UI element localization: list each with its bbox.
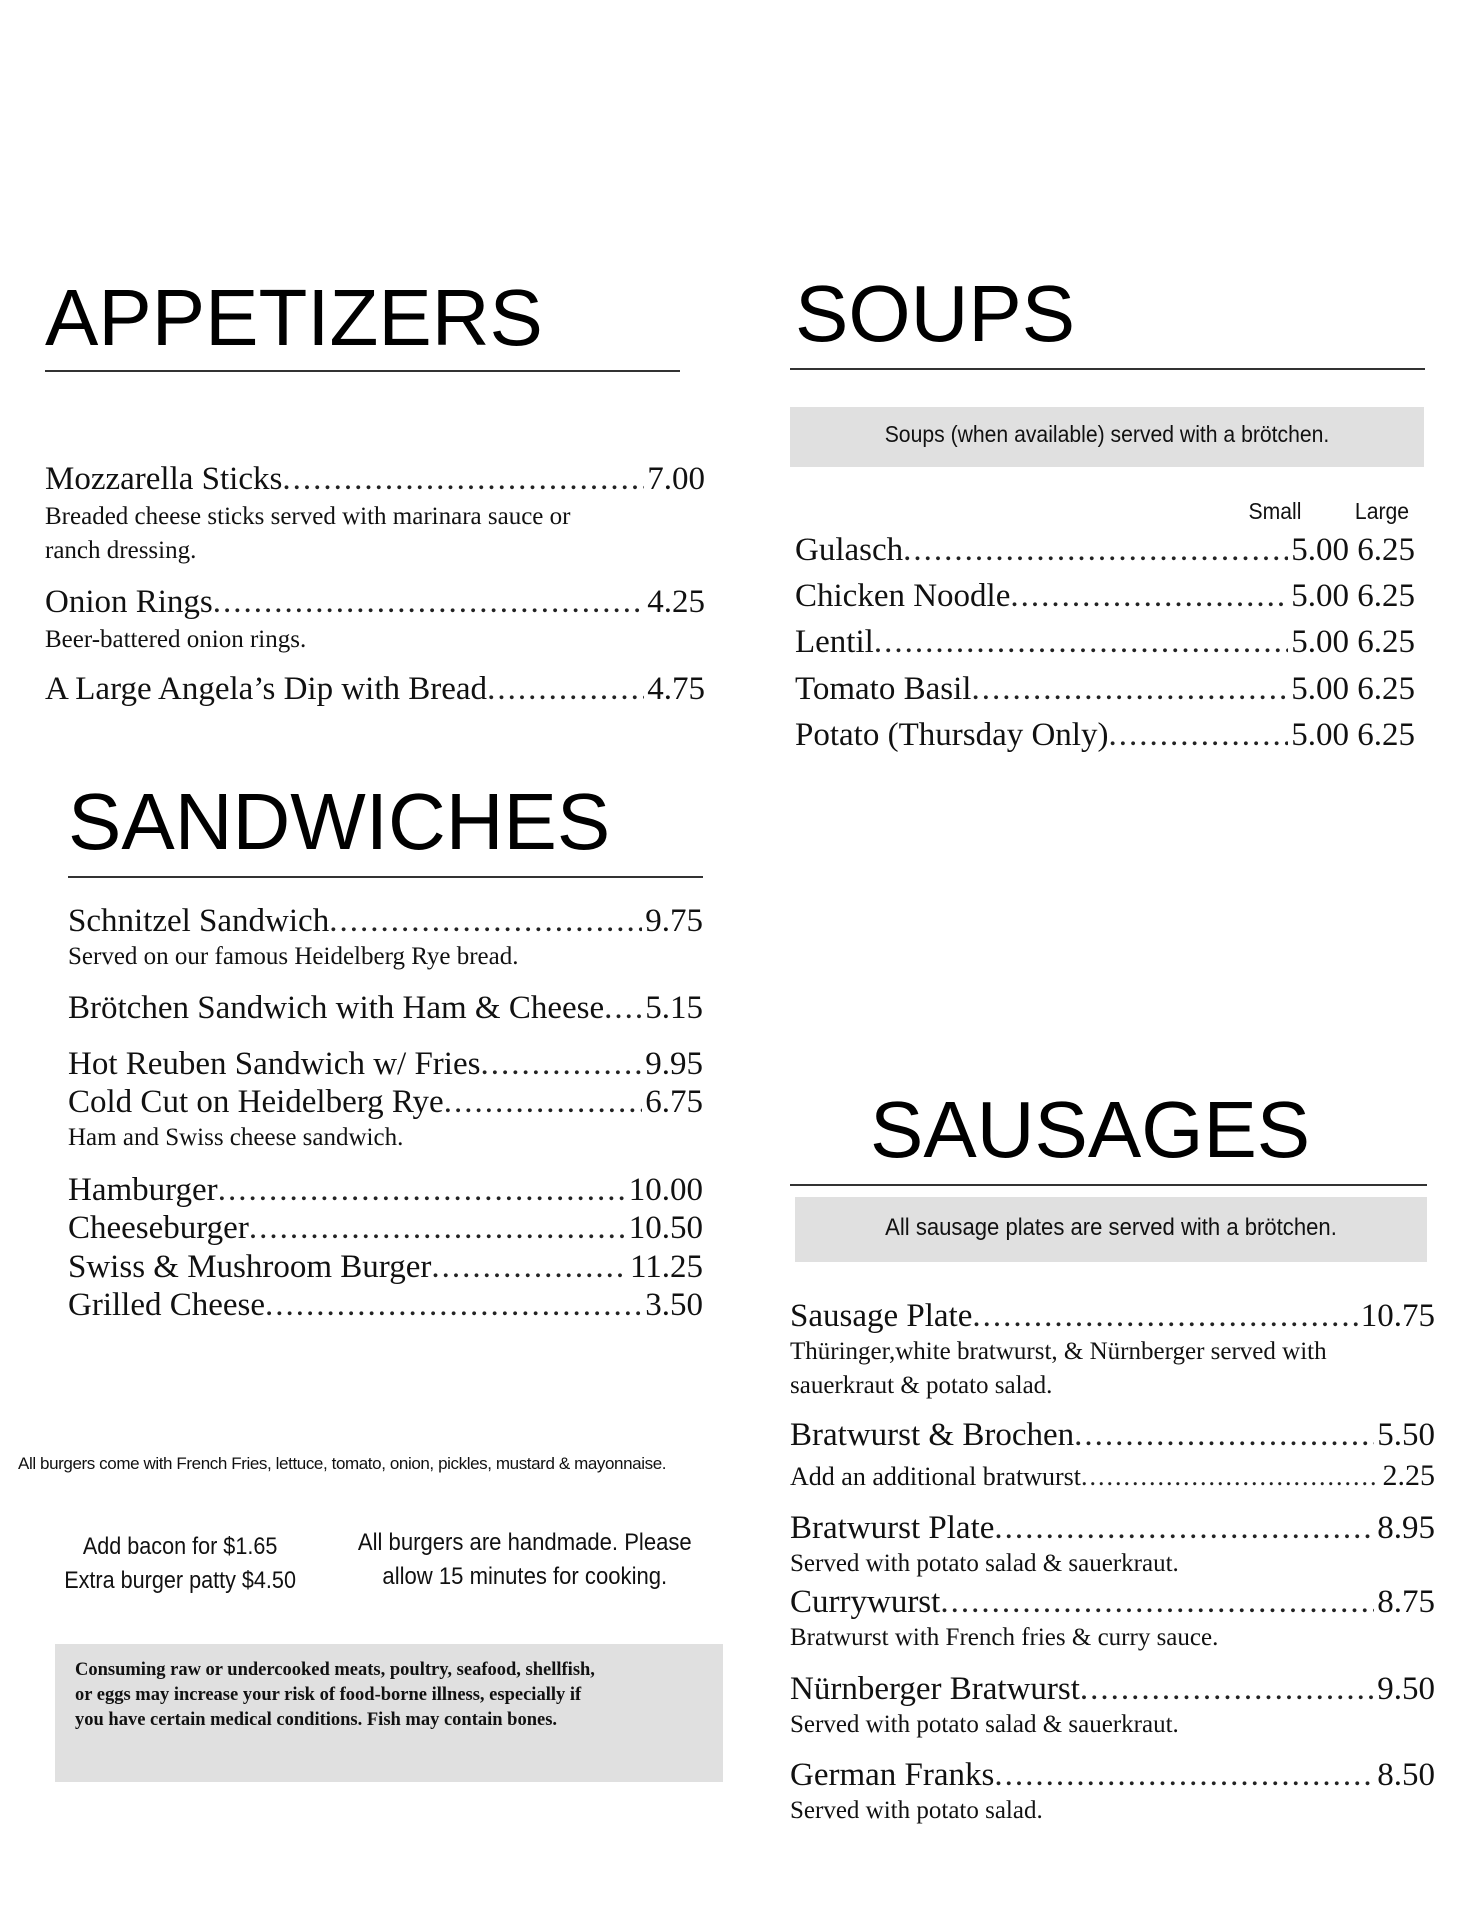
item-price: 10.00	[628, 1172, 703, 1208]
item-name: Hamburger	[68, 1172, 218, 1208]
sausage-item-nurnberger-bratwurst	[790, 1670, 1435, 1708]
soup-name: Gulasch	[795, 532, 904, 568]
sausage-item-bratwurst-brochen	[790, 1416, 1435, 1454]
item-price: 9.50	[1377, 1671, 1435, 1707]
soup-price-large: 6.25	[1357, 671, 1415, 707]
burger-addons-note	[55, 1530, 305, 1598]
menu-item-mozzarella-sticks	[45, 460, 705, 498]
item-name: Currywurst	[790, 1584, 941, 1620]
menu-item-cold-cut	[68, 1083, 703, 1121]
leader-dots	[1108, 716, 1288, 754]
sausages-heading: SAUSAGES	[870, 1085, 1311, 1174]
soup-row-tomato-basil	[795, 670, 1415, 708]
leader-dots	[480, 1045, 642, 1083]
item-description	[68, 940, 519, 974]
sausage-item-sausage-plate	[790, 1297, 1435, 1335]
item-description	[790, 1621, 1218, 1655]
item-description	[45, 500, 570, 568]
item-name: Nürnberger Bratwurst	[790, 1671, 1080, 1707]
soups-banner	[790, 407, 1424, 467]
soups-column-large: Large	[1354, 498, 1410, 524]
food-safety-warning-box	[55, 1644, 723, 1782]
item-description	[790, 1335, 1327, 1403]
sausage-item-german-franks	[790, 1756, 1435, 1794]
sausages-banner	[795, 1197, 1427, 1262]
menu-item-swiss-mushroom-burger	[68, 1248, 703, 1286]
soup-name: Lentil	[795, 624, 874, 660]
description-line: sauerkraut & potato salad.	[790, 1372, 1053, 1399]
description-line: Ham and Swiss cheese sandwich.	[68, 1124, 404, 1151]
item-price: 8.50	[1377, 1757, 1435, 1793]
handmade-note	[350, 1526, 700, 1594]
description-line: Bratwurst with French fries & curry sauce.	[790, 1624, 1219, 1651]
sandwiches-rule	[68, 876, 703, 878]
item-name: Cold Cut on Heidelberg Rye	[68, 1084, 444, 1120]
addon-line: Extra burger patty $4.50	[64, 1567, 296, 1594]
item-description	[790, 1547, 1179, 1581]
description-line: Served with potato salad.	[790, 1797, 1043, 1824]
leader-dots	[972, 1297, 1357, 1335]
item-price: 8.75	[1377, 1584, 1435, 1620]
item-name: Bratwurst Plate	[790, 1510, 995, 1546]
item-name: Add an additional bratwurst	[790, 1462, 1081, 1491]
menu-item-schnitzel-sandwich	[68, 902, 703, 940]
handmade-line: allow 15 minutes for cooking.	[382, 1563, 668, 1590]
leader-dots	[329, 902, 642, 940]
item-description	[790, 1708, 1179, 1742]
item-price: 4.75	[647, 671, 705, 707]
soup-price-small: 5.00	[1291, 671, 1349, 707]
soup-price-small: 5.00	[1291, 578, 1349, 614]
item-price: 7.00	[647, 461, 705, 497]
sausage-item-currywurst	[790, 1583, 1435, 1621]
sausages-rule	[790, 1184, 1427, 1186]
leader-dots	[249, 1209, 626, 1247]
leader-dots	[213, 583, 644, 621]
warning-line: or eggs may increase your risk of food-borne illness, especially if	[75, 1685, 582, 1705]
soup-name: Chicken Noodle	[795, 578, 1011, 614]
soups-heading: SOUPS	[795, 269, 1076, 358]
leader-dots	[431, 1248, 627, 1286]
menu-item-grilled-cheese	[68, 1286, 703, 1324]
leader-dots	[971, 670, 1288, 708]
menu-item-onion-rings	[45, 583, 705, 621]
item-description	[68, 1121, 403, 1155]
leader-dots	[1080, 1670, 1374, 1708]
item-name: Sausage Plate	[790, 1298, 973, 1334]
menu-item-hot-reuben	[68, 1045, 703, 1083]
soup-row-potato	[795, 716, 1415, 754]
leader-dots	[265, 1286, 642, 1324]
warning-line: you have certain medical conditions. Fish may contain bones.	[75, 1710, 558, 1730]
item-name: Onion Rings	[45, 584, 213, 620]
item-price: 11.25	[629, 1249, 703, 1285]
item-name: Brötchen Sandwich with Ham & Cheese	[68, 990, 605, 1026]
soup-name: Tomato Basil	[795, 671, 972, 707]
item-price: 9.95	[645, 1046, 703, 1082]
item-name: Bratwurst & Brochen	[790, 1417, 1075, 1453]
leader-dots	[282, 460, 644, 498]
item-name: A Large Angela’s Dip with Bread	[45, 671, 488, 707]
menu-item-angelas-dip	[45, 670, 705, 708]
leader-dots	[994, 1509, 1374, 1547]
item-price: 8.95	[1377, 1510, 1435, 1546]
item-name: Cheeseburger	[68, 1210, 249, 1246]
soup-price-small: 5.00	[1291, 624, 1349, 660]
item-price: 6.75	[645, 1084, 703, 1120]
leader-dots	[903, 531, 1288, 569]
leader-dots	[1074, 1416, 1374, 1454]
description-line: Served on our famous Heidelberg Rye bread.	[68, 943, 519, 970]
soup-name: Potato (Thursday Only)	[795, 717, 1109, 753]
item-price: 5.15	[645, 990, 703, 1026]
description-line: Served with potato salad & sauerkraut.	[790, 1711, 1179, 1738]
soup-price-large: 6.25	[1357, 717, 1415, 753]
sausage-item-bratwurst-plate	[790, 1509, 1435, 1547]
leader-dots	[487, 670, 644, 708]
soup-row-lentil	[795, 623, 1415, 661]
soup-price-small: 5.00	[1291, 717, 1349, 753]
appetizers-rule	[45, 370, 680, 372]
item-name: German Franks	[790, 1757, 995, 1793]
sandwiches-heading: SANDWICHES	[68, 777, 611, 866]
description-line: ranch dressing.	[45, 537, 197, 564]
sausages-banner-text: All sausage plates are served with a brötchen.	[885, 1214, 1337, 1241]
item-name: Mozzarella Sticks	[45, 461, 283, 497]
soups-banner-text: Soups (when available) served with a brötchen.	[884, 421, 1330, 447]
soup-row-gulasch	[795, 531, 1415, 569]
item-name: Hot Reuben Sandwich w/ Fries	[68, 1046, 481, 1082]
leader-dots	[444, 1083, 643, 1121]
item-name: Schnitzel Sandwich	[68, 903, 330, 939]
item-price: 3.50	[645, 1287, 703, 1323]
leader-dots	[994, 1756, 1374, 1794]
leader-dots	[1081, 1458, 1380, 1496]
soup-price-large: 6.25	[1357, 624, 1415, 660]
handmade-line: All burgers are handmade. Please	[357, 1529, 692, 1556]
item-price: 9.75	[645, 903, 703, 939]
item-price: 5.50	[1377, 1417, 1435, 1453]
description-line: Thüringer,white bratwurst, & Nürnberger served with	[790, 1338, 1327, 1365]
description-line: Served with potato salad & sauerkraut.	[790, 1550, 1179, 1577]
description-line: Breaded cheese sticks served with marinara sauce or	[45, 503, 571, 530]
item-description	[45, 623, 306, 657]
soups-column-small: Small	[1248, 498, 1302, 524]
leader-dots	[1010, 577, 1288, 615]
item-price: 2.25	[1382, 1459, 1435, 1492]
item-name: Grilled Cheese	[68, 1287, 266, 1323]
food-safety-warning-text	[75, 1658, 595, 1733]
menu-item-brotchen-sandwich	[68, 989, 703, 1027]
soup-price-large: 6.25	[1357, 578, 1415, 614]
burger-toppings-note: All burgers come with French Fries, lettuce, tomato, onion, pickles, mustard & mayonnaise.	[18, 1454, 667, 1473]
soups-rule	[790, 368, 1425, 370]
item-price: 10.75	[1360, 1298, 1435, 1334]
description-line: Beer-battered onion rings.	[45, 626, 307, 653]
leader-dots	[940, 1583, 1374, 1621]
sausage-item-additional-bratwurst	[790, 1457, 1435, 1496]
leader-dots	[604, 989, 642, 1027]
leader-dots	[874, 623, 1288, 661]
appetizers-heading: APPETIZERS	[45, 273, 543, 362]
item-description	[790, 1794, 1043, 1828]
menu-item-hamburger	[68, 1171, 703, 1209]
menu-item-cheeseburger	[68, 1209, 703, 1247]
soup-row-chicken-noodle	[795, 577, 1415, 615]
leader-dots	[218, 1171, 626, 1209]
item-price: 10.50	[628, 1210, 703, 1246]
soup-price-small: 5.00	[1291, 532, 1349, 568]
addon-line: Add bacon for $1.65	[82, 1533, 278, 1560]
soup-price-large: 6.25	[1357, 532, 1415, 568]
item-price: 4.25	[647, 584, 705, 620]
warning-line: Consuming raw or undercooked meats, poultry, seafood, shellfish,	[75, 1660, 595, 1680]
item-name: Swiss & Mushroom Burger	[68, 1249, 432, 1285]
